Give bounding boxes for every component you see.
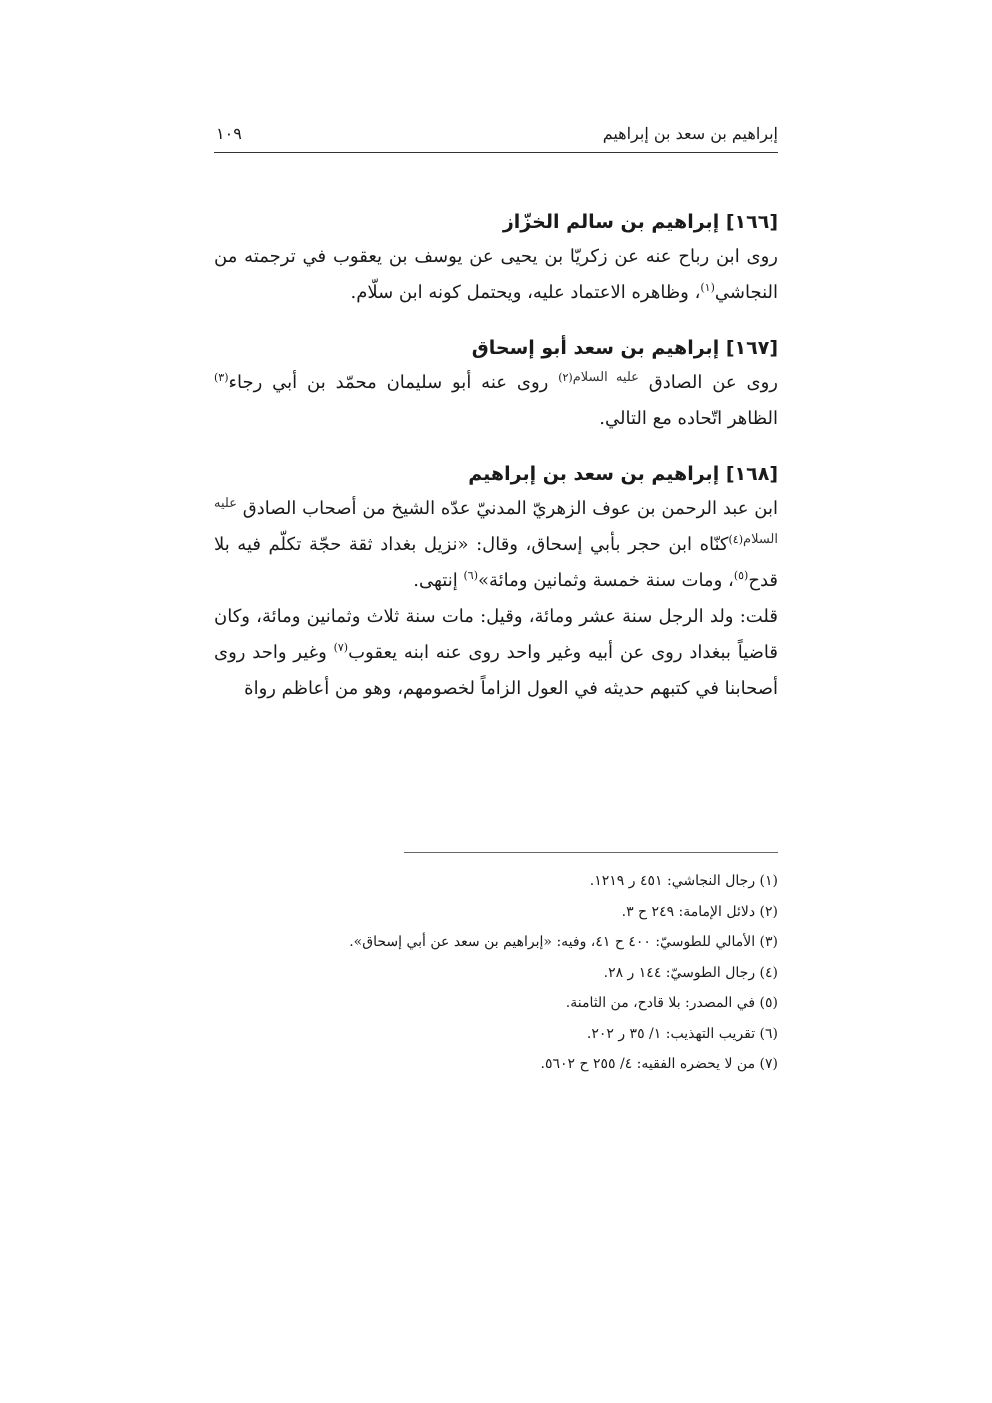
honorific-glyph: عليه السلام	[214, 496, 778, 547]
footnote-ref[interactable]: (٢)	[558, 371, 573, 384]
page-number: ١٠٩	[216, 124, 242, 143]
footnote-ref[interactable]: (٤)	[728, 533, 744, 546]
spacer	[214, 437, 778, 457]
entry-heading: [١٦٧] إبراهيم بن سعد أبو إسحاق	[471, 337, 778, 359]
text-segment: إنتهى.	[413, 570, 464, 591]
entry-168	[214, 457, 778, 707]
entry-heading: [١٦٨] إبراهيم بن سعد بن إبراهيم	[468, 463, 778, 485]
running-title: إبراهيم بن سعد بن إبراهيم	[602, 124, 778, 143]
footnote-item: (٧) من لا يحضره الفقيه: ٤/ ٢٥٥ ح ٥٦٠٢.	[540, 1056, 778, 1072]
entry-paragraph	[214, 365, 778, 437]
footnote-ref[interactable]: (٧)	[333, 641, 349, 654]
entry-heading: [١٦٦] إبراهيم بن سالم الخزّاز	[502, 211, 778, 233]
footnote-ref[interactable]: (٥)	[733, 569, 749, 582]
text-segment: كنّاه ابن حجر بأبي إسحاق، وقال: «نزيل بغداد ثقة حجّة تكلّم فيه بلا قدح	[214, 534, 778, 591]
entry-paragraph	[214, 491, 778, 599]
footnote-ref[interactable]: (١)	[700, 281, 715, 294]
spacer	[214, 311, 778, 331]
footnote-item: (٣) الأمالي للطوسيّ: ٤٠٠ ح ٤١، وفيه: «إبراهيم بن سعد عن أبي إسحاق».	[349, 934, 778, 950]
main-text	[214, 205, 778, 707]
footnote-ref[interactable]: (٦)	[463, 569, 478, 582]
footnote-ref[interactable]: (٣)	[214, 371, 229, 384]
footnote-item: (٦) تقريب التهذيب: ١/ ٣٥ ر ٢٠٢.	[586, 1025, 778, 1042]
entry-paragraph	[214, 239, 778, 311]
text-segment: وغير واحد روى أصحابنا في كتبهم حديثه في العول الزاماً لخصومهم، وهو من أعاظم رواة	[214, 642, 778, 699]
entry-paragraph	[214, 599, 778, 707]
text-segment: روى ابن رباح عنه عن زكريّا بن يحيى عن يوسف بن يعقوب في ترجمته من النجاشي	[214, 246, 778, 303]
honorific-glyph: عليه السلام	[572, 370, 639, 385]
entry-166	[214, 205, 778, 311]
running-header	[214, 122, 778, 153]
entry-167	[214, 331, 778, 437]
footnote-item: (٢) دلائل الإمامة: ٢٤٩ ح ٣.	[621, 903, 778, 920]
text-segment: قلت: ولد الرجل سنة عشر ومائة، وقيل: مات سنة ثلاث وثمانين ومائة، وكان قاضياً ببغداد روى عن أبيه وغير واحد روى عنه ابنه يعقوب	[214, 606, 778, 663]
footnote-item: (٤) رجال الطوسيّ: ١٤٤ ر ٢٨.	[603, 964, 778, 981]
text-segment: روى عنه أبو سليمان محمّد بن أبي رجاء	[228, 372, 559, 393]
footnotes-list	[214, 866, 778, 1080]
footnote-separator	[404, 852, 778, 853]
text-segment: ، وظاهره الاعتماد عليه، ويحتمل كونه ابن سلّام.	[350, 282, 701, 303]
text-segment: ، ومات سنة خمسة وثمانين ومائة»	[477, 570, 734, 591]
text-segment: روى عن الصادق	[638, 372, 778, 393]
footnote-item: (٥) في المصدر: بلا قادح، من الثامنة.	[565, 995, 778, 1011]
text-segment: الظاهر اتّحاده مع التالي.	[599, 408, 778, 429]
text-segment: ابن عبد الرحمن بن عوف الزهريّ المدنيّ عدّه الشيخ من أصحاب الصادق	[236, 498, 778, 519]
footnote-item: (١) رجال النجاشي: ٤٥١ ر ١٢١٩.	[589, 873, 778, 889]
